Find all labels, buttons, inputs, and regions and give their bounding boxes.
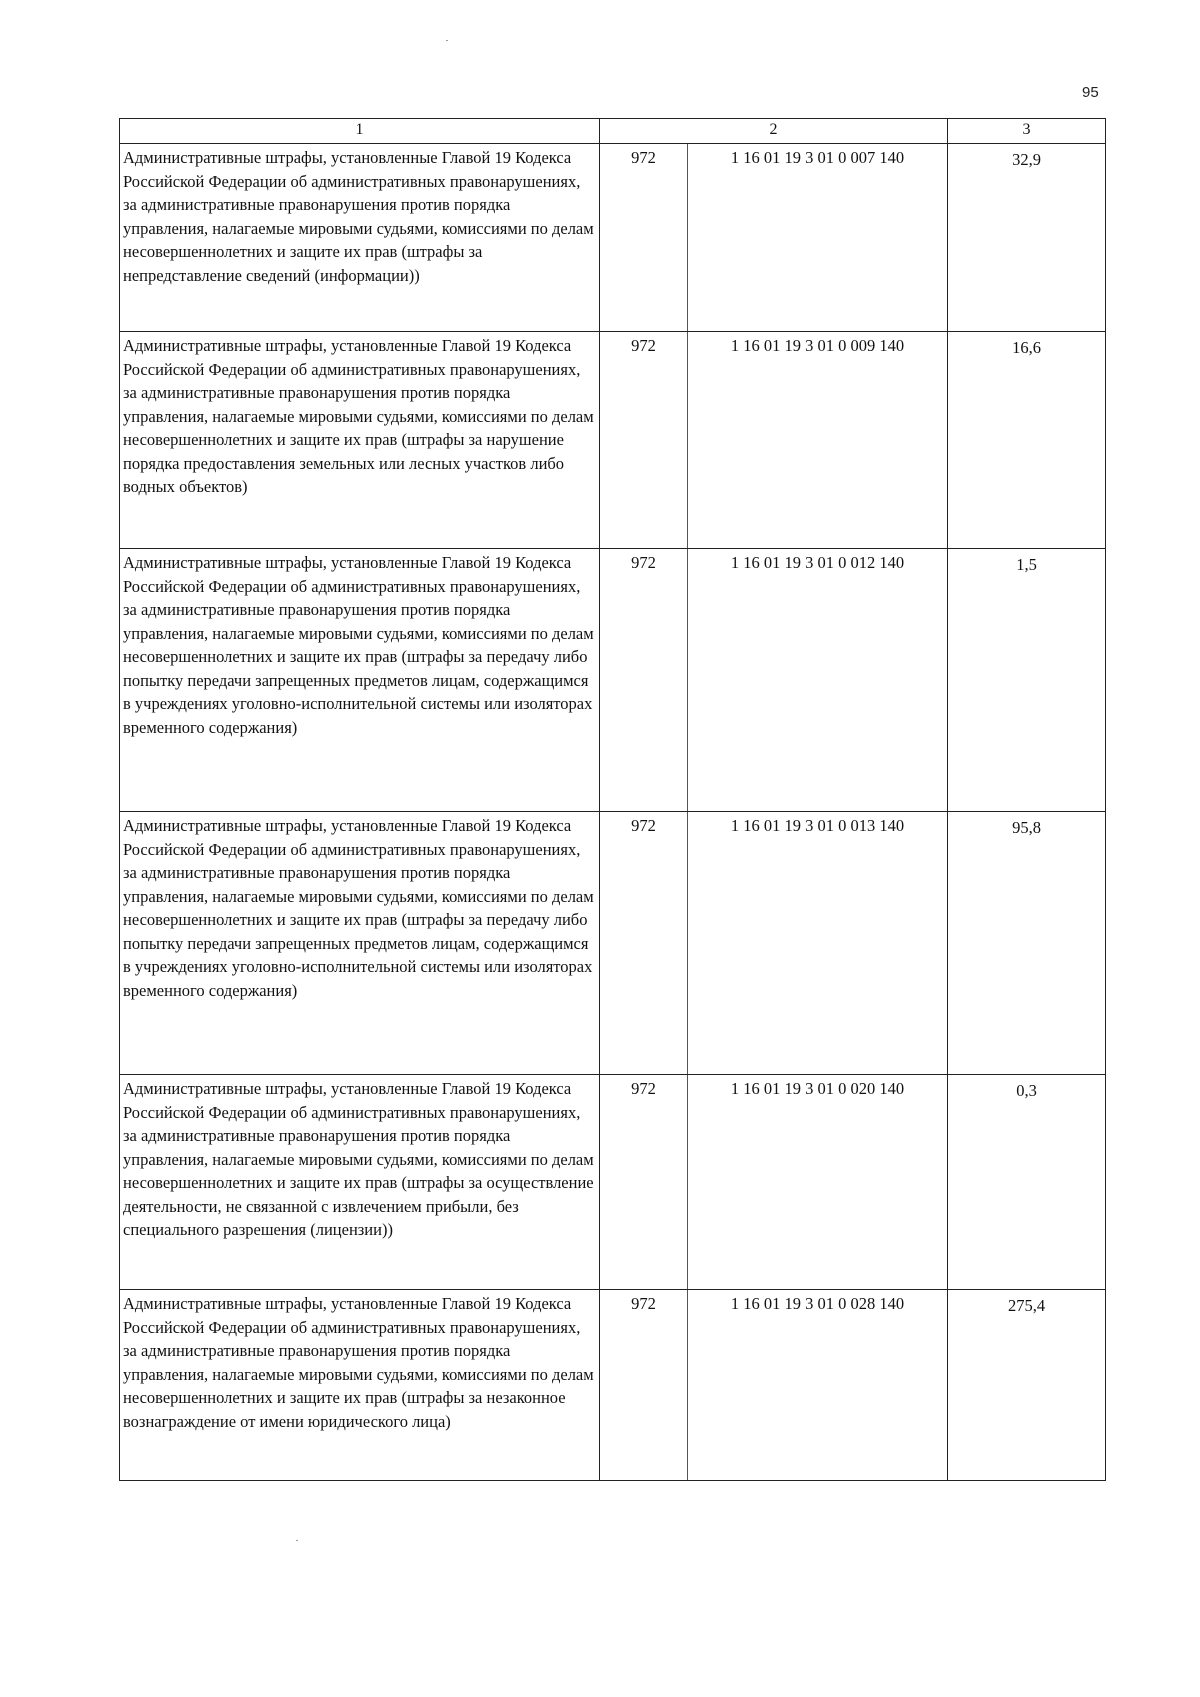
row-admin-code: 972 bbox=[600, 1075, 688, 1290]
table-row bbox=[120, 332, 1106, 549]
revenue-table bbox=[119, 118, 1106, 1481]
row-admin-code: 972 bbox=[600, 549, 688, 812]
row-description: Административные штрафы, установленные Главой 19 Кодекса Российской Федерации об административных правонарушениях, за административные правонарушения против порядка управления, налагаемые мировыми судьями, комиссиями по делам несовершеннолетних и защите их прав (штрафы за нарушение порядка предоставления земельных или лесных участков либо водных объектов) bbox=[120, 332, 600, 549]
table-row bbox=[120, 812, 1106, 1075]
row-description: Административные штрафы, установленные Главой 19 Кодекса Российской Федерации об административных правонарушениях, за административные правонарушения против порядка управления, налагаемые мировыми судьями, комиссиями по делам несовершеннолетних и защите их прав (штрафы за незаконное вознаграждение от имени юридического лица) bbox=[120, 1290, 600, 1481]
row-amount: 95,8 bbox=[948, 812, 1106, 1075]
row-description: Административные штрафы, установленные Главой 19 Кодекса Российской Федерации об административных правонарушениях, за административные правонарушения против порядка управления, налагаемые мировыми судьями, комиссиями по делам несовершеннолетних и защите их прав (штрафы за непредставление сведений (информации)) bbox=[120, 144, 600, 332]
row-budget-code: 1 16 01 19 3 01 0 013 140 bbox=[688, 812, 948, 1075]
row-budget-code: 1 16 01 19 3 01 0 028 140 bbox=[688, 1290, 948, 1481]
header-col-3: 3 bbox=[948, 119, 1106, 144]
table-header-row bbox=[120, 119, 1106, 144]
scan-speck bbox=[446, 40, 448, 41]
row-budget-code: 1 16 01 19 3 01 0 012 140 bbox=[688, 549, 948, 812]
row-budget-code: 1 16 01 19 3 01 0 020 140 bbox=[688, 1075, 948, 1290]
table-row bbox=[120, 549, 1106, 812]
page-number: 95 bbox=[1082, 84, 1099, 101]
scan-speck bbox=[296, 1540, 298, 1541]
row-amount: 32,9 bbox=[948, 144, 1106, 332]
row-amount: 0,3 bbox=[948, 1075, 1106, 1290]
row-description: Административные штрафы, установленные Главой 19 Кодекса Российской Федерации об административных правонарушениях, за административные правонарушения против порядка управления, налагаемые мировыми судьями, комиссиями по делам несовершеннолетних и защите их прав (штрафы за передачу либо попытку передачи запрещенных предметов лицам, содержащимся в учреждениях уголовно-исполнительной системы или изоляторах временного содержания) bbox=[120, 549, 600, 812]
row-description: Административные штрафы, установленные Главой 19 Кодекса Российской Федерации об административных правонарушениях, за административные правонарушения против порядка управления, налагаемые мировыми судьями, комиссиями по делам несовершеннолетних и защите их прав (штрафы за передачу либо попытку передачи запрещенных предметов лицам, содержащимся в учреждениях уголовно-исполнительной системы или изоляторах временного содержания) bbox=[120, 812, 600, 1075]
row-admin-code: 972 bbox=[600, 812, 688, 1075]
row-admin-code: 972 bbox=[600, 144, 688, 332]
header-col-1: 1 bbox=[120, 119, 600, 144]
row-budget-code: 1 16 01 19 3 01 0 009 140 bbox=[688, 332, 948, 549]
row-amount: 275,4 bbox=[948, 1290, 1106, 1481]
table-row bbox=[120, 144, 1106, 332]
row-amount: 16,6 bbox=[948, 332, 1106, 549]
row-budget-code: 1 16 01 19 3 01 0 007 140 bbox=[688, 144, 948, 332]
row-description: Административные штрафы, установленные Главой 19 Кодекса Российской Федерации об административных правонарушениях, за административные правонарушения против порядка управления, налагаемые мировыми судьями, комиссиями по делам несовершеннолетних и защите их прав (штрафы за осуществление деятельности, не связанной с извлечением прибыли, без специального разрешения (лицензии)) bbox=[120, 1075, 600, 1290]
row-admin-code: 972 bbox=[600, 1290, 688, 1481]
row-amount: 1,5 bbox=[948, 549, 1106, 812]
table-row bbox=[120, 1290, 1106, 1481]
header-col-2: 2 bbox=[600, 119, 948, 144]
row-admin-code: 972 bbox=[600, 332, 688, 549]
table-row bbox=[120, 1075, 1106, 1290]
